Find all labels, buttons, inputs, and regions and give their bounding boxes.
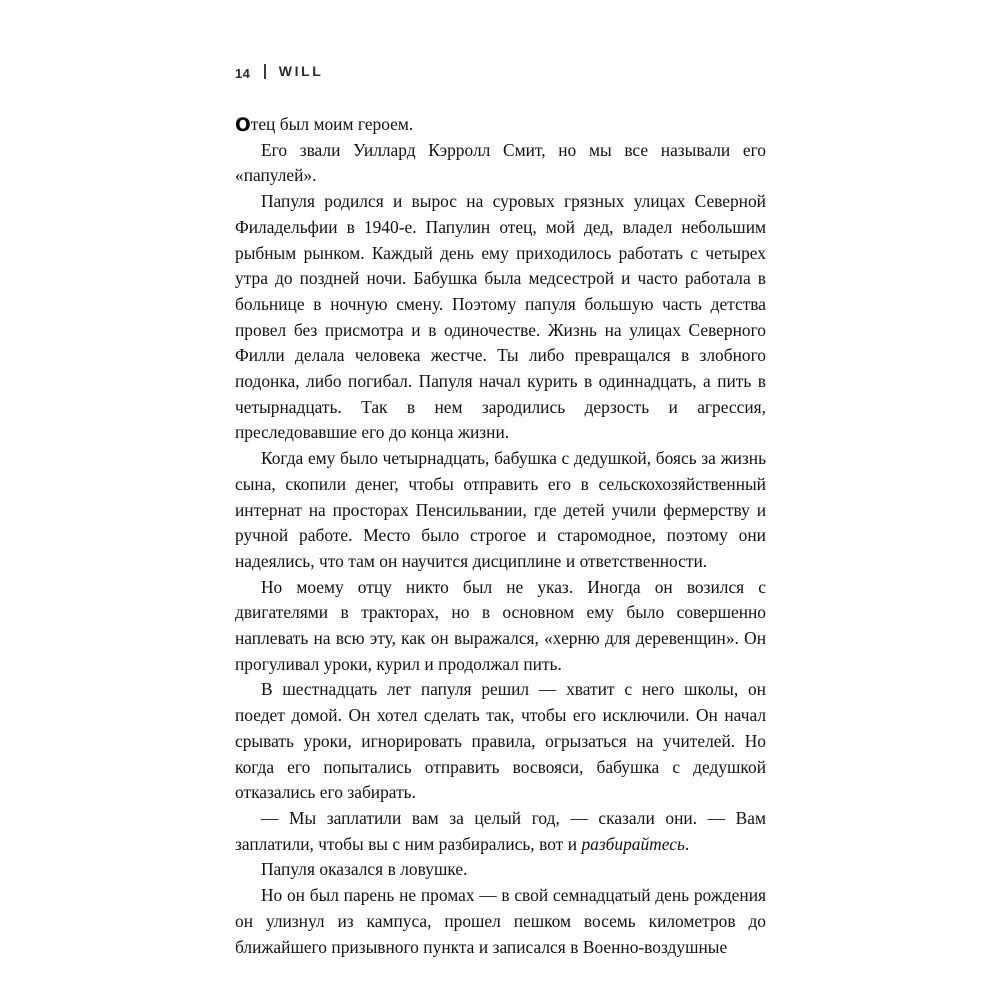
paragraph-4: Когда ему было четырнадцать, бабушка с дедушкой, боясь за жизнь сына, скопили денег, чтобы отправить его в сельскохозяйственный интернат на просторах Пенсильвании, где детей учили фермерству и ручной работе. Место было строгое и старомодное, поэтому они надеялись, что там он научится дисциплине и ответственности. [235,448,766,571]
paragraph-5: Но моему отцу никто был не указ. Иногда он возился с двигателями в тракторах, но в основном ему было совершенно наплевать на всю эту, как он выражался, «херню для деревенщин». Он прогуливал уроки, курил и продолжал пить. [235,576,766,674]
dialogue-text-tail: . [684,833,690,854]
running-head-divider [264,64,266,79]
paragraph-1-text: тец был моим героем. [250,114,414,134]
paragraph-2: Его звали Уиллард Кэрролл Смит, но мы все называли его «папулей». [235,139,766,186]
dialogue-text-lead: — Мы заплатили вам за целый год, — сказали они. — Вам заплатили, чтобы вы с ним разбирались, вот и [235,807,766,854]
emphasis-text: разбирайтесь [581,833,685,854]
paragraph-1 [235,112,766,138]
paragraph-3: Папуля родился и вырос на суровых грязных улицах Северной Филадельфии в 1940-е. Папулин отец, мой дед, владел небольшим рыбным рынком. Каждый день ему приходилось работать с четырех утра до поздней ночи. Бабушка была медсестрой и часто работала в больнице в ночную смену. Поэтому папуля большую часть детства провел без присмотра и в одиночестве. Жизнь на улицах Северного Филли делала человека жестче. Ты либо превращался в злобного подонка, либо погибал. Папуля начал курить в одиннадцать, а пить в четырнадцать. Так в нем зародились дерзость и агрессия, преследовавшие его до конца жизни. [235,191,766,443]
drop-cap: О [235,114,251,136]
running-head [235,61,323,81]
book-title: WILL [278,63,324,79]
body-text-block [235,112,766,960]
paragraph-6: В шестнадцать лет папуля решил — хватит с него школы, он поедет домой. Он хотел сделать так, чтобы его исключили. Он начал срывать уроки, игнорировать правила, огрызаться на учителей. Но когда его попытались отправить восвояси, бабушка с дедушкой отказались его забирать. [235,679,766,803]
page-number: 14 [235,65,251,81]
paragraph-9: Но он был парень не промах — в свой семнадцатый день рождения он улизнул из кампуса, прошел пешком восемь километров до ближайшего призывного пункта и записался в Военно-воздушные [235,885,766,957]
paragraph-8: Папуля оказался в ловушке. [261,859,468,880]
paragraph-7 [235,806,766,857]
